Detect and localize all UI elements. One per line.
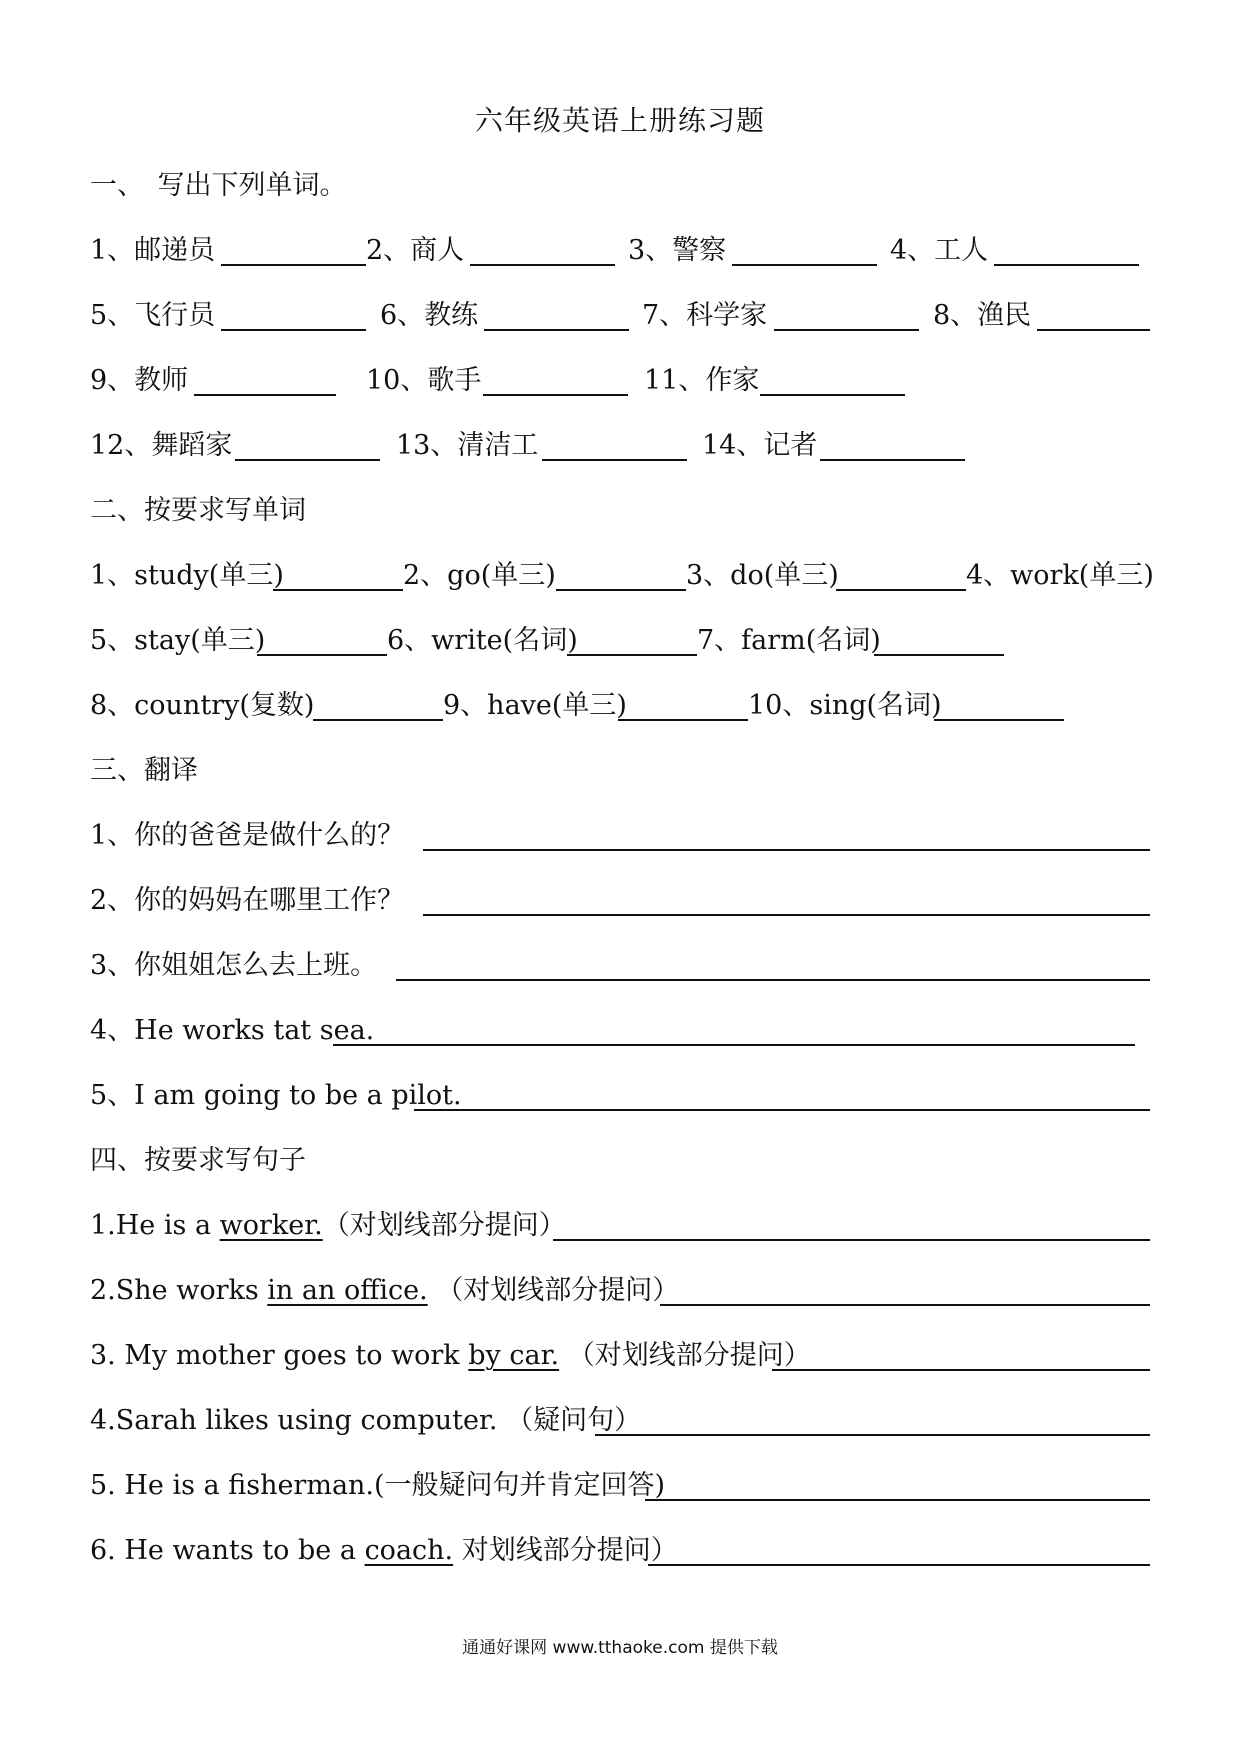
p2-q3-answer-blank[interactable]	[836, 589, 966, 591]
p1-q1-answer-blank[interactable]	[221, 264, 366, 266]
p4-q2-instruction: （对划线部分提问）	[427, 1275, 680, 1306]
p4-q3-answer-blank[interactable]	[772, 1369, 1150, 1371]
p4-q2-text: 2.She works	[90, 1275, 268, 1306]
p1-q10-answer-blank[interactable]	[483, 394, 628, 396]
p1-q12-label: 12、舞蹈家	[90, 430, 233, 461]
p4-q3-label	[90, 1338, 811, 1374]
p2-q3-label: 3、do(单三)	[686, 560, 839, 591]
p1-q12-answer-blank[interactable]	[235, 459, 380, 461]
p2-q8-label: 8、country(复数)	[90, 690, 315, 721]
p1-q11-answer-blank[interactable]	[760, 394, 905, 396]
p2-q9-answer-blank[interactable]	[618, 719, 748, 721]
p4-q3-text: 3. My mother goes to work	[90, 1340, 469, 1371]
p3-q5-label: 5、I am going to be a pilot.	[90, 1080, 462, 1111]
p3-q1-label: 1、你的爸爸是做什么的？	[90, 820, 405, 851]
p3-q3-label: 3、你姐姐怎么去上班。	[90, 950, 378, 981]
p4-q2-underlined: in an office.	[267, 1275, 428, 1306]
p4-q4-answer-blank[interactable]	[595, 1434, 1150, 1436]
p4-q1-answer-blank[interactable]	[553, 1239, 1150, 1241]
p4-q1-underlined: worker.	[219, 1210, 323, 1241]
p4-q1-label	[90, 1208, 566, 1244]
p3-q2-label: 2、你的妈妈在哪里工作？	[90, 885, 405, 916]
p2-q10-answer-blank[interactable]	[934, 719, 1064, 721]
p4-q5-label: 5. He is a fisherman.(一般疑问句并肯定回答)	[90, 1470, 666, 1501]
p2-q6-answer-blank[interactable]	[567, 654, 697, 656]
p1-q13-label: 13、清洁工	[396, 430, 539, 461]
p1-q2-answer-blank[interactable]	[470, 264, 615, 266]
page-footer: 通通好课网 www.tthaoke.com 提供下载	[462, 1638, 778, 1658]
p4-q5-answer-blank[interactable]	[645, 1499, 1150, 1501]
p1-q1-label: 1、邮递员	[90, 235, 216, 266]
p2-q2-answer-blank[interactable]	[556, 589, 686, 591]
p1-q3-label: 3、警察	[628, 235, 727, 266]
p1-q10-label: 10、歌手	[366, 365, 482, 396]
p4-q6-underlined: coach.	[364, 1535, 454, 1566]
p1-q2-label: 2、商人	[366, 235, 465, 266]
p1-q14-label: 14、记者	[702, 430, 818, 461]
p3-q1-answer-blank[interactable]	[423, 849, 1150, 851]
p4-q4-label: 4.Sarah likes using computer. （疑问句）	[90, 1405, 642, 1436]
p4-q3-underlined: by car.	[468, 1340, 560, 1371]
p2-q8-answer-blank[interactable]	[313, 719, 443, 721]
p4-q1-instruction: （对划线部分提问）	[322, 1210, 566, 1241]
p4-q2-label	[90, 1273, 679, 1309]
p1-q4-answer-blank[interactable]	[994, 264, 1139, 266]
p3-q4-label: 4、He works tat sea.	[90, 1015, 375, 1046]
worksheet-title: 六年级英语上册练习题	[474, 104, 765, 137]
p1-q8-label: 8、渔民	[933, 300, 1032, 331]
p3-q5-answer-blank[interactable]	[414, 1109, 1150, 1111]
p1-q7-label: 7、科学家	[642, 300, 768, 331]
p3-q2-answer-blank[interactable]	[423, 914, 1150, 916]
section-heading-4: 四、按要求写句子	[90, 1145, 306, 1176]
p4-q1-text: 1.He is a	[90, 1210, 220, 1241]
p1-q9-label: 9、教师	[90, 365, 189, 396]
p1-q14-answer-blank[interactable]	[820, 459, 965, 461]
section-heading-2: 二、按要求写单词	[90, 495, 306, 526]
p3-q4-answer-blank[interactable]	[333, 1044, 1135, 1046]
p1-q13-answer-blank[interactable]	[542, 459, 687, 461]
p4-q6-instruction: 对划线部分提问）	[453, 1535, 678, 1566]
p2-q5-label: 5、stay(单三)	[90, 625, 266, 656]
p1-q4-label: 4、工人	[890, 235, 989, 266]
p1-q5-label: 5、飞行员	[90, 300, 216, 331]
p2-q7-label: 7、farm(名词)	[697, 625, 881, 656]
p2-q9-label: 9、have(单三)	[443, 690, 627, 721]
p4-q2-answer-blank[interactable]	[660, 1304, 1150, 1306]
p1-q7-answer-blank[interactable]	[774, 329, 919, 331]
p3-q3-answer-blank[interactable]	[396, 979, 1150, 981]
p1-q9-answer-blank[interactable]	[194, 394, 336, 396]
p2-q1-label: 1、study(单三)	[90, 560, 284, 591]
p1-q8-answer-blank[interactable]	[1037, 329, 1150, 331]
p4-q3-instruction: （对划线部分提问）	[559, 1340, 811, 1371]
p2-q6-label: 6、write(名词)	[387, 625, 578, 656]
p2-q1-answer-blank[interactable]	[273, 589, 403, 591]
p2-q10-label: 10、sing(名词)	[748, 690, 942, 721]
p2-q7-answer-blank[interactable]	[874, 654, 1004, 656]
p1-q3-answer-blank[interactable]	[732, 264, 877, 266]
p1-q5-answer-blank[interactable]	[221, 329, 366, 331]
p1-q11-label: 11、作家	[644, 365, 760, 396]
p1-q6-answer-blank[interactable]	[484, 329, 629, 331]
p2-q4-label: 4、work(单三)	[966, 560, 1154, 591]
section-heading-3: 三、翻译	[90, 755, 198, 786]
p2-q2-label: 2、go(单三)	[403, 560, 556, 591]
p4-q6-text: 6. He wants to be a	[90, 1535, 365, 1566]
p4-q6-answer-blank[interactable]	[648, 1564, 1150, 1566]
section-heading-1: 一、 写出下列单词。	[90, 170, 347, 201]
p2-q5-answer-blank[interactable]	[257, 654, 387, 656]
p1-q6-label: 6、教练	[380, 300, 479, 331]
p4-q6-label	[90, 1533, 678, 1569]
